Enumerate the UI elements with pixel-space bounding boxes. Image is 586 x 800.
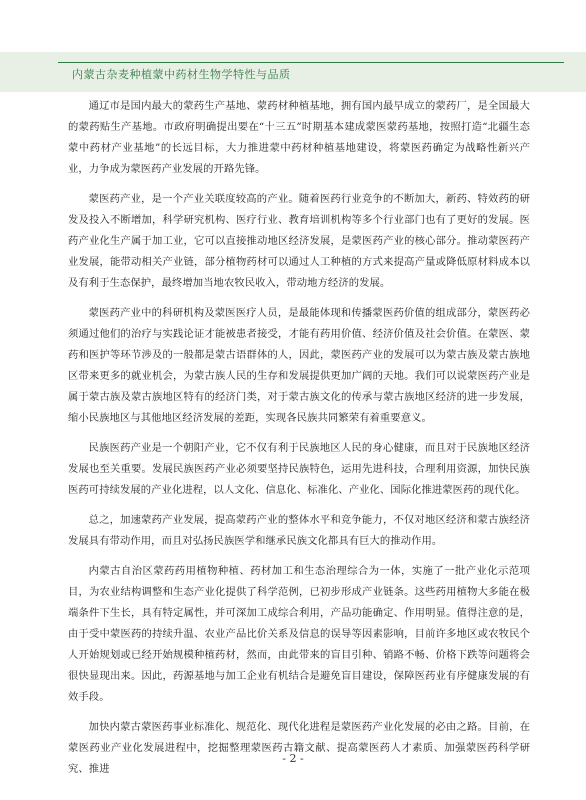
page-number: - 2 - xyxy=(282,752,304,765)
header-rule xyxy=(58,62,564,63)
paragraph: 内蒙古自治区蒙药药用植物种植、药材加工和生态治理综合为一体，实施了一批产业化示范项目，为农业结构调整和生态产业化提供了科学范例，已初步形成产业链条。这些药用植物大多能在极端条件下生长，具有特定属性，并可深加工成综合利用，产品功能确定、作用明显。值得注意的是，由于受中蒙医药的持续升温、农业产品比价关系及信息的误导等因素影响，目前许多地区或农牧民个人开始规划或已经开始规模种植药材，然而，由此带来的盲目引种、销路不畅、价格下跌等问题将会很快显现出来。因此，药源基地与加工企业有机结合是避免盲目建设，保障医药业有序健康发展的有效手段。 xyxy=(68,565,530,703)
paragraph: 加快内蒙古蒙医药事业标准化、规范化、现代化进程是蒙医药产业化发展的必由之路。目前，在蒙医药业产业化发展进程中，挖掘整理蒙医药古籍文献、提高蒙医药人才素质、加强蒙医药科学研究、推进 xyxy=(68,721,530,775)
paragraph: 通辽市是国内最大的蒙药生产基地、蒙药材种植基地，拥有国内最早成立的蒙药厂，是全国最大的蒙药贴生产基地。市政府明确提出要在“十三五”时期基本建成蒙医蒙药基地，按照打造“北疆生态蒙中药材产业基地”的长远目标，大力推进蒙中药材种植基地建设，将蒙医药确定为战略性新兴产业，力争成为蒙医药产业发展的开路先锋。 xyxy=(68,100,530,175)
body-text xyxy=(68,96,530,789)
paragraph: 蒙医药产业，是一个产业关联度较高的产业。随着医药行业竞争的不断加大，新药、特效药的研发及投入不断增加，科学研究机构、医疗行业、教育培训机构等多个行业部门也有了更好的发展。医药产业化生产属于加工业，它可以直接推动地区经济发展，是蒙医药产业的核心部分。推动蒙医药产业发展，能带动相关产业链，部分植物药材可以通过人工种植的方式来提高产量或降低原材料成本以及有利于生态保护，最终增加当地农牧民收入，带动地方经济的发展。 xyxy=(68,193,530,289)
running-header-title: 内蒙古杂麦种植蒙中药材生物学特性与品质 xyxy=(72,68,291,81)
paragraph: 蒙医药产业中的科研机构及蒙医医疗人员，是最能体现和传播蒙医药价值的组成部分，蒙医药必须通过他们的治疗与实践论证才能被患者接受，才能有药用价值、经济价值及社会价值。在蒙医、蒙药和医护等环节涉及的一般都是蒙古语群体的人，因此，蒙医药产业的发展可以为蒙古族及蒙古族地区带来更多的就业机会，为蒙古族人民的生存和发展提供更加广阔的天地。我们可以说蒙医药产业是属于蒙古族及蒙古族地区特有的经济门类，对于蒙古族文化的传承与蒙古族地区经济的进一步发展，缩小民族地区与其他地区经济发展的差距，实现各民族共同繁荣有着重要意义。 xyxy=(68,307,530,424)
paragraph: 总之，加速蒙药产业发展，提高蒙药产业的整体水平和竞争能力，不仅对地区经济和蒙古族经济发展具有带动作用，而且对弘扬民族医学和继承民族文化都具有巨大的推动作用。 xyxy=(68,514,530,547)
paragraph: 民族医药产业是一个朝阳产业，它不仅有利于民族地区人民的身心健康，而且对于民族地区经济发展也至关重要。发展民族医药产业必须要坚持民族特色，运用先进科技，合理利用资源，加快民族医药可持续发展的产业化进程，以人文化、信息化、标准化、产业化、国际化推进蒙医药的现代化。 xyxy=(68,442,530,496)
